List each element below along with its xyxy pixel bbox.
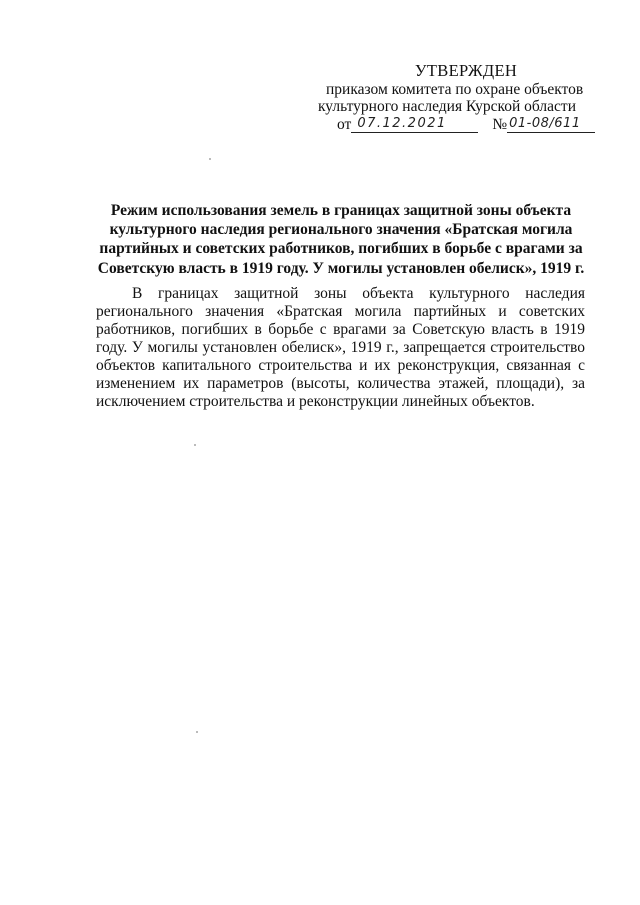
approval-block xyxy=(316,62,606,133)
document-paragraph: В границах защитной зоны объекта культурного наследия регионального значения «Братская могила партийных и советских работников, погибших в борьбе с врагами за Советскую власть в 1919 году. У могилы установлен обелиск», 1919 г., запрещается строительство объектов капитального строительства и их реконструкция, связанная с изменением их параметров (высоты, количества этажей, площади), за исключением строительства и реконструкции линейных объектов. xyxy=(96,285,585,410)
date-prefix: от xyxy=(337,116,352,133)
scan-speck xyxy=(209,158,211,160)
document-title: Режим использования земель в границах защитной зоны объекта культурного наследия регионального значения «Братская могила партийных и советских работников, погибших в борьбе с врагами за Советскую власть в 1919 году. У могилы установлен обелиск», 1919 г. xyxy=(97,202,585,277)
scan-speck xyxy=(194,444,196,446)
scan-speck xyxy=(196,731,198,733)
approval-date-number-line xyxy=(316,116,606,133)
number-field xyxy=(507,117,595,133)
date-field xyxy=(351,117,478,133)
approval-committee-line: культурного наследия Курской области xyxy=(318,98,576,115)
approval-order-line: приказом комитета по охране объектов xyxy=(326,81,584,98)
number-prefix: № xyxy=(492,116,508,133)
handwritten-date: 07.12.2021 xyxy=(357,116,447,131)
handwritten-number: 01-08/611 xyxy=(509,116,581,131)
approval-heading: УТВЕРЖДЕН xyxy=(414,61,518,80)
